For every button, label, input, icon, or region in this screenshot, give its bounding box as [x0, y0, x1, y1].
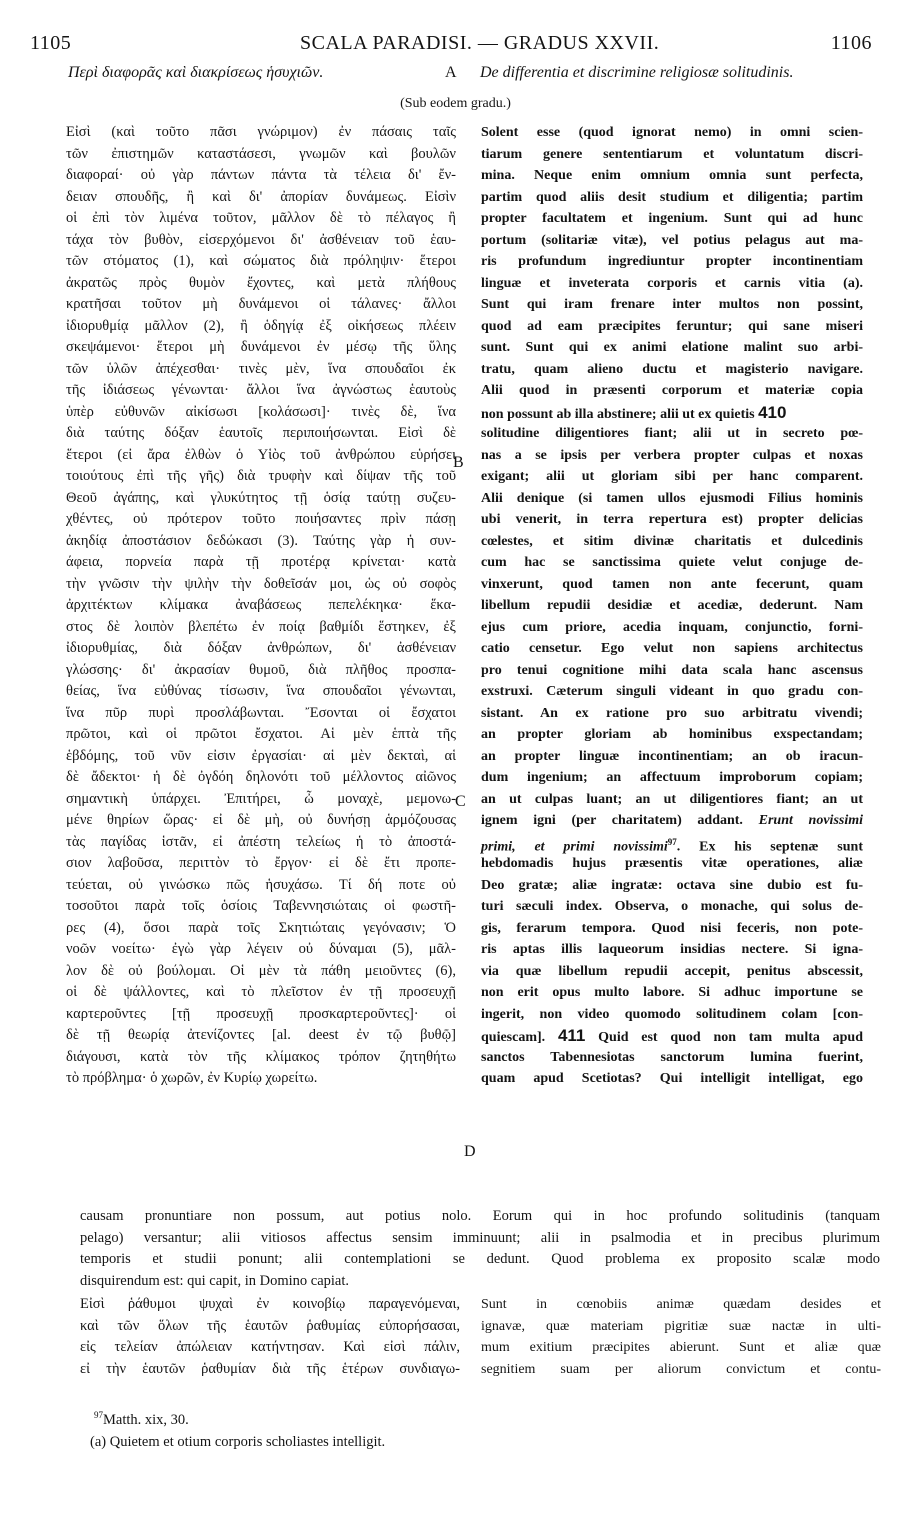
- latin-line: exstruxi. Cæterum singuli videant in quo gradu con-: [481, 684, 863, 699]
- greek-line: μένε θηρίων ὥρας· εἰ δὲ μὴ, οὐ δυνήσῃ ἁρμόζουσας: [66, 812, 456, 828]
- greek-line: διαφοραί· οὐ γὰρ πάντων πάντα τὰ τέλεια δι' ἔν-: [66, 167, 456, 183]
- greek-line-with-quote: πρῶτοι, καὶ οἱ πρῶτοι ἔσχατοι. Αἱ μὲν ἑπτὰ τῆς: [66, 726, 456, 742]
- page-number-right: 1106: [830, 32, 872, 54]
- footnote-97: [90, 1404, 790, 1431]
- page-number-left: 1105: [30, 32, 72, 54]
- latin-column: [481, 122, 863, 1090]
- greek-line: οἱ ἐπὶ τὸν λιμένα τοῦτον, μᾶλλον δὲ τὸ πέλαγος ἢ: [66, 210, 456, 226]
- greek-line: καρτεροῦντες [τῇ προσευχῇ προσκαρτεροῦντες]· οἱ: [66, 1005, 456, 1022]
- greek-line: λον δὲ οὐ βούλομαι. Οἱ μὲν τὰ πάθη μειοῦντες (6),: [66, 962, 456, 979]
- page-marker-410: 410: [758, 402, 787, 422]
- latin-line: sanctos Tabennesiotas sanctorum lumina fuerint,: [481, 1049, 863, 1065]
- margin-letter-b: B: [453, 454, 464, 471]
- footnote-97-text: Matth. xix, 30.: [103, 1411, 189, 1428]
- greek-line: κρατῆσαι τοῦτον μὴ δυνάμενοι οἱ τάλανες· ἄλλοι: [66, 296, 456, 312]
- latin-line: ubi venerit, in terra repertura est) propter delicias: [481, 512, 863, 527]
- section-titles: [40, 64, 880, 88]
- latin-line-text: quiescam].: [481, 1030, 546, 1045]
- fullwidth-line: temporis et studii ponunt; alii contemplationi se dedunt. Quod problema ex proposito scalæ modo: [80, 1251, 880, 1267]
- greek-line: γλώσσης· δι' ἀκρασίαν θυμοῦ, διὰ πλῆθος προσπα-: [66, 661, 456, 678]
- greek-line: Εἰσὶ (καὶ τοῦτο πᾶσι γνώριμον) ἐν πάσαις ταῖς: [66, 124, 456, 140]
- latin-line: tiarum genere sententiarum et voluntatum discri-: [481, 146, 863, 162]
- latin2-line: ignavæ, quæ materiam pigritiæ suæ nactæ in ulti-: [481, 1318, 881, 1334]
- latin-line: cum hac se sanctissima quiete velut conjuge de-: [481, 555, 863, 570]
- latin-line: ris profundum ingrediuntur propter incontinentiam: [481, 254, 863, 269]
- greek2-line: εἰς τελείαν ἀπώλειαν κατήντησαν. Καὶ εἰσὶ πάλιν,: [80, 1339, 460, 1355]
- greek-line: τοσοῦτοι παρὰ τοῖς ὁσίοις Ταβεννησιώταις οἱ φωστῆ-: [66, 898, 456, 914]
- greek2-line: εἰ τὴν ἑαυτῶν ῥαθυμίαν διὰ τῆς ἑτέρων συνδιαγω-: [80, 1360, 460, 1377]
- greek-section-title: Περὶ διαφορᾶς καὶ διακρίσεως ἡσυχιῶν.: [68, 64, 324, 81]
- greek-line: τῆς ἰδιάσεως γένωνται· ἄλλοι ἵνα ἀγνώστως ἑαυτοὺς: [66, 382, 456, 398]
- latin-line: sunt. Sunt qui ex animi elatione malint suo arbi-: [481, 340, 863, 355]
- latin-line: Deo gratæ; aliæ ingratæ: octava sine dubio est fu-: [481, 877, 863, 893]
- latin-line: vinxerunt, quod tamen non ante fecerunt, quam: [481, 576, 863, 592]
- latin-line: Alii denique (si tamen ullos ejusmodi Filius hominis: [481, 490, 863, 506]
- greek-line: τοιούτους ἐπὶ τῆς γῆς) διὰ τρυφὴν καὶ δίψαν τῆς τοῦ: [66, 468, 456, 484]
- greek-line: σιον λαβοῦσα, περιττὸν τὸ ἔργον· εἰ δὲ ἔτι προπε-: [66, 855, 456, 871]
- footnote-ref-97: 97: [667, 836, 677, 847]
- latin-line: quam apud Scetiotas? Qui intelligit intelligat, ego: [481, 1071, 863, 1086]
- latin-line: mina. Neque enim omnium omnia sunt perfecta,: [481, 168, 863, 183]
- greek-line: διὰ ταύτης δόξαν ἑαυτοῖς περιποιήσωνται. Εἰσὶ δὲ: [66, 425, 456, 441]
- fullwidth-line: causam pronuntiare non possum, aut potius nolo. Eorum qui in hoc profundo solitudinis (tanquam: [80, 1208, 880, 1224]
- greek-line: οἱ δὲ ψάλλοντες, καὶ τὸ πλεῖστον ἐν τῇ προσευχῇ: [66, 984, 456, 1000]
- greek-line: ἀκηδίᾳ ἀποστάσιον δεδώκασι (3). Ταύτης γὰρ ἡ συν-: [66, 532, 456, 549]
- greek-line: τεύεται, οὐ γινώσκω πῶς ἡσυχάσω. Τί δή ποτε οὐ: [66, 876, 456, 893]
- greek-line: σημαντικὴ ὑπάρχει. Ἐπιτήρει, ὦ μοναχὲ, μεμονω-: [66, 790, 456, 807]
- greek-line: άφεια, πορνεία παρὰ τῇ προτέρᾳ κρίνεται· κατὰ: [66, 554, 456, 570]
- greek-line: στος δὲ λοιπὸν βλεπέτω ἐν ποίᾳ βαθμίδι ἕστηκεν, ἐξ: [66, 618, 456, 635]
- scripture-quote: primi, et primi novissimi: [481, 839, 668, 855]
- latin-line: an propter gloriam ab hominibus exspectandam;: [481, 727, 863, 742]
- latin-line-text: Quid est quod non tam multa apud: [598, 1030, 863, 1045]
- latin-line: linguæ et inveterata corporis et carnis vitia (a).: [481, 275, 863, 291]
- latin-line: turi sæculi index. Observa, o monache, qui solus de-: [481, 899, 863, 914]
- running-title: SCALA PARADISI. — GRADUS XXVII.: [300, 32, 660, 54]
- latin-line: pro tenui cognitione mihi data scala hanc ascensus: [481, 662, 863, 678]
- latin-line: nas a se ipsis per verbera propter culpas et noxas: [481, 447, 863, 463]
- subheading: (Sub eodem gradu.): [400, 96, 511, 111]
- greek-line: ἰδιορυθμίᾳ μᾶλλον (2), ἢ ὁδηγίᾳ ἐξ οἰκήσεως πλέειν: [66, 317, 456, 334]
- greek-line: ἀρχιτέκτων κλίμακα ἀναβάσεως πεπελέκηκα· ἕκα-: [66, 597, 456, 613]
- greek-line: χθέντες, οὐ πρότερον τοῦτο ποιήσαντες πρὶν πάσῃ: [66, 511, 456, 527]
- greek-line: τῶν στόματος (1), καὶ σώματος διὰ πρόληψιν· ἕτεροι: [66, 253, 456, 269]
- latin-line: portum (solitariæ vitæ), vel potius pelagus aut ma-: [481, 232, 863, 248]
- latin-line: via quæ libellum repudii accepit, penitus abscessit,: [481, 963, 863, 979]
- latin-line-with-marker: [481, 1025, 863, 1047]
- greek-line: ρες (4), ὅσοι παρὰ τοῖς Σκητιώταις γεγόνασιν; Ὁ: [66, 919, 456, 936]
- latin-line: Solent esse (quod ignorat nemo) in omni scien-: [481, 125, 863, 140]
- greek-line: θείας, ἵνα εὐθύνας τίσωσιν, ἵνα σπουδαῖοι γένωνται,: [66, 683, 456, 699]
- scripture-quote: Erunt novissimi: [758, 813, 864, 828]
- greek-line: τὸ πρόβλημα· ὁ χωρῶν, ἐν Κυρίῳ χωρείτω.: [66, 1070, 318, 1086]
- greek2-line: Εἰσὶ ῥάθυμοι ψυχαὶ ἐν κοινοβίῳ παραγενόμεναι,: [80, 1296, 460, 1312]
- latin2-line: Sunt in cœnobiis animæ quædam desides et: [481, 1297, 881, 1312]
- latin-line-mixed: [481, 832, 863, 854]
- latin-line: sistant. An ex ratione pro suo arbitratu vivendi;: [481, 705, 863, 721]
- full-width-paragraph: [80, 1206, 880, 1292]
- latin-line-text: non possunt ab illa abstinere; alii ut ex quietis: [481, 406, 755, 422]
- greek-line: δὲ τῇ θεωρίᾳ ἀτενίζοντες [al. deest ἐν τῷ βυθῷ]: [66, 1027, 456, 1043]
- greek-line: ὑπὲρ εὐθυνῶν αἰκίσωσι [κολάσωσι]· τινὲς δὲ, ἵνα: [66, 403, 456, 420]
- latin-line: catio censetur. Ego velut non sapiens architectus: [481, 641, 863, 656]
- latin-section-title: De differentia et discrimine religiosæ solitudinis.: [480, 64, 794, 81]
- latin-line: dum ingenium; an affectuum improborum copiam;: [481, 770, 863, 785]
- page-marker-411: 411: [557, 1026, 586, 1045]
- latin-line-text: . Ex his septenæ sunt: [676, 839, 863, 855]
- latin-line: Sunt qui iram frenare inter multos non possint,: [481, 297, 863, 312]
- latin-line-with-marker: [481, 402, 863, 424]
- running-head: [30, 32, 872, 60]
- latin-line: exigant; alii ut gloriam sibi per hanc comparent.: [481, 469, 863, 484]
- latin-line-text: ignem igni (per charitatem) addant.: [481, 813, 743, 828]
- greek-column-lower: [80, 1294, 460, 1380]
- latin-column-lower: [481, 1294, 881, 1380]
- latin-line: an propter linguæ incontinentiam; an ob iracun-: [481, 748, 863, 764]
- greek-line: δὲ ἄδεκτοι· ἡ δὲ ὀγδόη δηλονότι τοῦ μέλλοντος αἰῶνος: [66, 769, 456, 785]
- latin2-line: segnitiem suam per aliorum convictum et contu-: [481, 1361, 881, 1377]
- latin-line: ingerit, non video quomodo solitudinem colam [con-: [481, 1006, 863, 1022]
- latin-line: non erit opus multo labore. Si adhuc importune se: [481, 985, 863, 1000]
- margin-letter-a: A: [445, 64, 457, 81]
- greek-line: δειαν σπουδῆς, ἢ καὶ δι' ἀπορίαν δυνάμεως. Εἰσὶν: [66, 188, 456, 205]
- latin-line: partim quod aliis desit studium et diligentia; partim: [481, 189, 863, 205]
- latin-line: propter facultatem et ingenium. Sunt qui ad hunc: [481, 211, 863, 226]
- greek-line: ἑβδόμης, τοῦ νῦν εἰσιν ἐργασίαι· αἱ μὲν δεκταὶ, αἱ: [66, 747, 456, 764]
- greek-line: Θεοῦ ἀγάπης, καὶ γλυκύτητος τῇ ὁσίᾳ ταύτῃ συζευ-: [66, 489, 456, 506]
- latin2-line: mum exitium præcipites abierunt. Sunt et aliæ quæ: [481, 1340, 881, 1355]
- latin-line: quod ad eam præcipites feruntur; qui sane miseri: [481, 318, 863, 334]
- greek-line: ἰδιορυθμίας, διὰ δόξαν ἀνθρώπων, δι' ἀσθένειαν: [66, 640, 456, 656]
- greek-line: τὴν γνῶσιν τὴν ψιλὴν τὴν δοθεῖσάν μοι, ὡς οὐ σοφὸς: [66, 575, 456, 592]
- greek-line: τῶν ἐπιστημῶν καταστάσεσι, γνωμῶν καὶ βουλῶν: [66, 145, 456, 162]
- latin-line: libellum repudii desidiæ et acediæ, dederunt. Nam: [481, 598, 863, 613]
- greek2-line: καὶ τῶν ὅλων τῆς ἑαυτῶν ῥαθυμίας εὐπορήσασαι,: [80, 1317, 460, 1334]
- latin-line: an ut culpas luant; an ut diligentiores fiant; an ut: [481, 791, 863, 807]
- latin-line: ejus cum priore, acedia inquam, conjunctio, forni-: [481, 619, 863, 635]
- margin-letter-c: C: [455, 793, 466, 810]
- footnote-a: (a) Quietem et otium corporis scholiastes intelligit.: [90, 1433, 386, 1450]
- greek-line: τάχα τὸν βυθὸν, εἰσερχόμενοι δι' ἀσθένειαν τοῦ ἑαυ-: [66, 231, 456, 248]
- footnotes: [90, 1404, 790, 1453]
- latin-line: Alii quod in præsenti corporum et materiæ copia: [481, 383, 863, 398]
- latin-line: solitudine diligentiores fiant; alii ut in secreto pœ-: [481, 426, 863, 441]
- greek-line: νοῶν νοείτω· ἐγὼ γὰρ λέγειν οὐ δύναμαι (5), μᾶλ-: [66, 941, 456, 957]
- fullwidth-line: pelago) versantur; alii vitiosos affectus sensim imminuunt; alii in psalmodia et in precibus plurimum: [80, 1229, 880, 1246]
- margin-letter-d: D: [464, 1143, 476, 1160]
- fullwidth-line: disquirendum est: qui capit, in Domino capiat.: [80, 1272, 350, 1289]
- greek-line: τῶν ὑλῶν ἀπέχεσθαι· τινὲς μὲν, ἵνα σπουδαῖοι ἐκ: [66, 360, 456, 377]
- latin-line: gis, ferarum tempora. Quod nisi feceris, non pote-: [481, 920, 863, 936]
- latin-line-mixed: [481, 810, 863, 832]
- greek-line: σκεψάμενοι· ἕτεροι μὴ δυνάμενοι ἐν μέσῳ τῆς ὕλης: [66, 339, 456, 355]
- greek-column: [66, 122, 456, 1090]
- latin-line: cœlestes, et sitim divinæ charitatis et dulcedinis: [481, 533, 863, 549]
- greek-line-with-quote: ἵνα πῦρ πυρὶ προσλάβωνται. Ἔσονται οἱ ἔσχατοι: [66, 704, 456, 721]
- greek-line: ἕτεροι (εἰ ἄρα ἐλθὼν ὁ Υἱὸς τοῦ ἀνθρώπου εὑρήσει: [66, 446, 456, 463]
- latin-line: ris aptas illis laqueorum insidias nectere. Si igna-: [481, 942, 863, 957]
- greek-line: διάγουσι, κατὰ τὸν τῆς κλίμακος τρόπον ζητηθήτω: [66, 1048, 456, 1065]
- latin-line: tratu, quam alieno ductu et magisterio navigare.: [481, 361, 863, 377]
- latin-line: hebdomadis hujus præsentis vitæ operationes, aliæ: [481, 856, 863, 871]
- greek-line: τὰς παγίδας ἱστᾶν, εἰ ἀπέστη τελείως ἡ τὸ ἀποστά-: [66, 833, 456, 850]
- footnote-97-number: 97: [94, 1410, 103, 1420]
- greek-line: ἀκρατῶς πρὸς θυμὸν ἔχοντες, καὶ μετὰ πλήθους: [66, 274, 456, 291]
